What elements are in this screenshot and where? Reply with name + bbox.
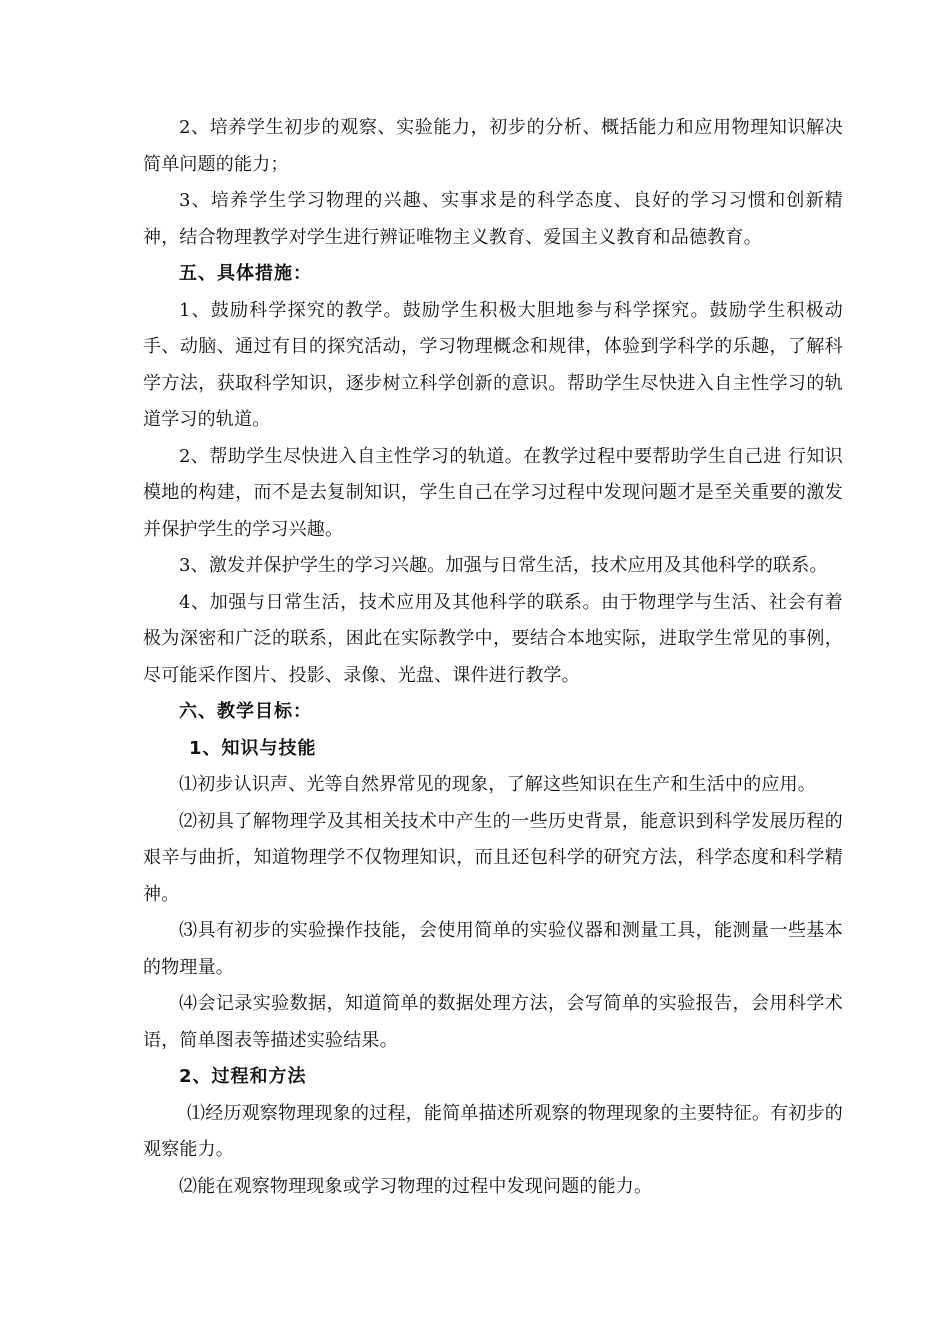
paragraph-process-2: ⑵能在观察物理现象或学习物理的过程中发现问题的能力。 — [179, 1175, 653, 1197]
section-heading-objectives: 六、教学目标： — [179, 701, 312, 722]
paragraph-knowledge-3: ⑶具有初步的实验操作技能，会使用简单的实验仪器和测量工具，能测量一些基本的物理量。 — [143, 920, 843, 978]
paragraph-knowledge-2: ⑵初具了解物理学及其相关技术中产生的一些历史背景，能意识到科学发展历程的艰辛与曲折，知道物理学不仅物理知识，而且还包科学的研究方法，科学态度和科学精神。 — [143, 810, 843, 905]
section-heading-measures: 五、具体措施： — [179, 263, 312, 284]
paragraph-process-1: ⑴经历观察物理现象的过程，能简单描述所观察的物理现象的主要特征。有初步的观察能力。 — [143, 1102, 843, 1160]
paragraph-knowledge-4: ⑷会记录实验数据，知道简单的数据处理方法，会写简单的实验报告，会用科学术语，简单图表等描述实验结果。 — [143, 993, 843, 1051]
paragraph-knowledge-1: ⑴初步认识声、光等自然界常见的现象，了解这些知识在生产和生活中的应用。 — [179, 774, 816, 795]
paragraph-measure-4: 4、加强与日常生活，技术应用及其他科学的联系。由于物理学与生活、社会有着极为深密和广泛的联系，困此在实际教学中，要结合本地实际，进取学生常见的事例，尽可能采作图片、投影、录像、光盘、课件进行教学。 — [143, 591, 843, 686]
paragraph-goal-2: 2、培养学生初步的观察、实验能力，初步的分析、概括能力和应用物理知识解决简单问题的能力； — [143, 117, 843, 175]
document-body — [143, 110, 843, 1205]
subheading-process-method: 2、过程和方法 — [179, 1066, 307, 1087]
subheading-knowledge-skills: 1、知识与技能 — [189, 737, 317, 759]
paragraph-measure-3: 3、激发并保护学生的学习兴趣。加强与日常生活，技术应用及其他科学的联系。 — [179, 555, 828, 576]
paragraph-measure-1: 1、鼓励科学探究的教学。鼓励学生积极大胆地参与科学探究。鼓励学生积极动手、动脑、通过有目的探究活动，学习物理概念和规律，体验到学科学的乐趣，了解科学方法，获取科学知识，逐步树立科学创新的意识。帮助学生尽快进入自主性学习的轨道学习的轨道。 — [143, 299, 843, 430]
paragraph-measure-2: 2、帮助学生尽快进入自主性学习的轨道。在教学过程中要帮助学生自己进 行知识模地的构建，而不是去复制知识，学生自己在学习过程中发现问题才是至关重要的激发并保护学生的学习兴趣。 — [143, 445, 843, 540]
paragraph-goal-3: 3、培养学生学习物理的兴趣、实事求是的科学态度、良好的学习习惯和创新精神，结合物理教学对学生进行辨证唯物主义教育、爱国主义教育和品德教育。 — [143, 190, 843, 248]
